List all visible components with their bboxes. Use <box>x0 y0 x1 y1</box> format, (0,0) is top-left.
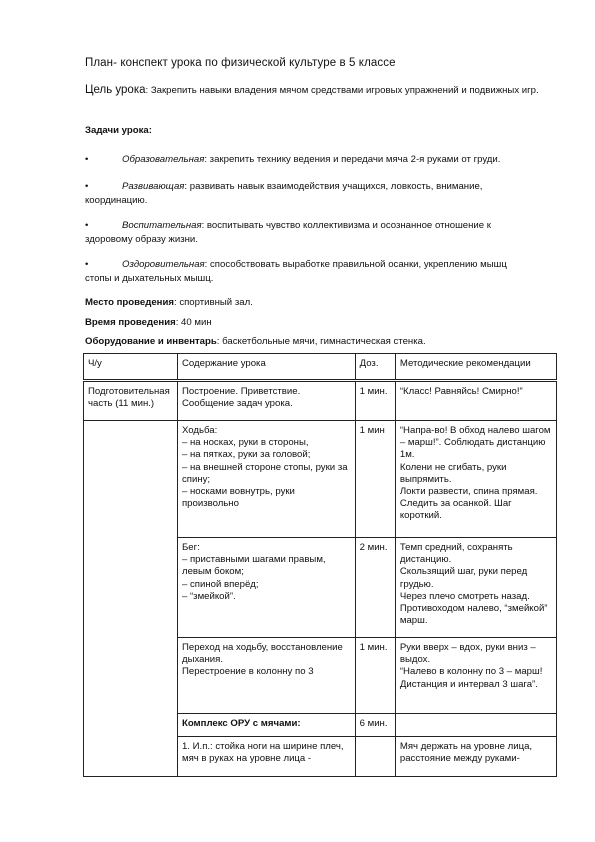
cell-part <box>84 421 178 538</box>
task-text: : воспитывать чувство коллективизма и осознанное отношение к <box>201 220 491 231</box>
task-text: : способствовать выработке правильной осанки, укреплению мышц <box>204 259 507 270</box>
header-method: Методические рекомендации <box>395 354 556 381</box>
goal-label: Цель урока <box>85 84 146 96</box>
cell-part <box>84 638 178 714</box>
table-row <box>84 381 557 421</box>
cell-method: “Напра-во! В обход налево шагом – марш!”. Соблюдать дистанцию 1м. Колени не сгибать, руки выпрямить. Локти развести, спина прямая. Следить за осанкой. Шаг короткий. <box>395 421 556 538</box>
task-text: : развивать навык взаимодействия учащихся, ловкость, внимание, <box>184 181 483 192</box>
cell-content: 1. И.п.: стойка ноги на ширине плеч, мяч в руках на уровне лица - <box>177 737 355 777</box>
cell-content: Ходьба: – на носках, руки в стороны, – на пятках, руки за головой; – на внешней стороне стопы, руки за спину; – носками вовнутрь, руки произвольно <box>177 421 355 538</box>
table-row <box>84 538 557 638</box>
table-row <box>84 737 557 777</box>
task-name: Развивающая <box>122 181 185 192</box>
cell-part: Подготовительная часть (11 мин.) <box>84 381 178 421</box>
cell-content: Комплекс ОРУ с мячами: <box>177 714 355 737</box>
lesson-goal <box>85 83 555 98</box>
cell-method: Руки вверх – вдох, руки вниз – выдох. “Налево в колонну по 3 – марш! Дистанция и интервал 3 шага”. <box>395 638 556 714</box>
task-item <box>85 153 555 167</box>
cell-dose: 6 мин. <box>355 714 395 737</box>
header-content: Содержание урока <box>177 354 355 381</box>
task-text-cont: координацию. <box>85 195 148 206</box>
place-value: : спортивный зал. <box>173 297 253 308</box>
task-name: Оздоровительная <box>122 259 205 270</box>
cell-method: “Класс! Равняйсь! Смирно!” <box>395 381 556 421</box>
task-text-cont: здоровому образу жизни. <box>85 234 198 245</box>
task-text: : закрепить технику ведения и передачи мяча 2-я руками от груди. <box>204 154 501 165</box>
table-header-row <box>84 354 557 381</box>
bullet-icon: • <box>85 154 89 165</box>
table-row <box>84 421 557 538</box>
equipment-line <box>85 336 426 347</box>
cell-part <box>84 538 178 638</box>
lesson-title: План- конспект урока по физической культуре в 5 классе <box>85 57 396 69</box>
table-row <box>84 714 557 737</box>
cell-dose: 1 мин <box>355 421 395 538</box>
table-row <box>84 638 557 714</box>
lesson-plan-table <box>83 353 557 777</box>
tasks-heading: Задачи урока: <box>85 125 152 136</box>
cell-dose: 1 мин. <box>355 638 395 714</box>
place-line <box>85 297 253 308</box>
cell-part <box>84 737 178 777</box>
task-item <box>85 180 555 208</box>
cell-method: Темп средний, сохранять дистанцию. Скользящий шаг, руки перед грудью. Через плечо смотреть назад. Противоходом налево, “змейкой” марш. <box>395 538 556 638</box>
time-label: Время проведения <box>85 317 176 328</box>
time-line <box>85 317 212 328</box>
cell-method: Мяч держать на уровне лица, расстояние между руками- <box>395 737 556 777</box>
task-name: Образовательная <box>122 154 205 165</box>
task-item <box>85 258 555 286</box>
bullet-icon: • <box>85 220 89 231</box>
equipment-label: Оборудование и инвентарь <box>85 336 217 347</box>
cell-dose: 1 мин. <box>355 381 395 421</box>
task-text-cont: стопы и дыхательных мышц. <box>85 273 214 284</box>
cell-content: Переход на ходьбу, восстановление дыхания. Перестроение в колонну по 3 <box>177 638 355 714</box>
header-dose: Доз. <box>355 354 395 381</box>
cell-part <box>84 714 178 737</box>
header-part: Ч/у <box>84 354 178 381</box>
cell-dose <box>355 737 395 777</box>
cell-dose: 2 мин. <box>355 538 395 638</box>
task-item <box>85 219 555 247</box>
cell-content: Построение. Приветствие. Сообщение задач урока. <box>177 381 355 421</box>
time-value: : 40 мин <box>175 317 212 328</box>
place-label: Место проведения <box>85 297 174 308</box>
cell-method <box>395 714 556 737</box>
goal-text: : Закрепить навыки владения мячом средствами игровых упражнений и подвижных игр. <box>145 85 539 96</box>
task-name: Воспитательная <box>122 220 202 231</box>
equipment-value: : баскетбольные мячи, гимнастическая стенка. <box>216 336 426 347</box>
bullet-icon: • <box>85 181 89 192</box>
cell-content: Бег: – приставными шагами правым, левым боком; – спиной вперёд; – “змейкой”. <box>177 538 355 638</box>
bullet-icon: • <box>85 259 89 270</box>
